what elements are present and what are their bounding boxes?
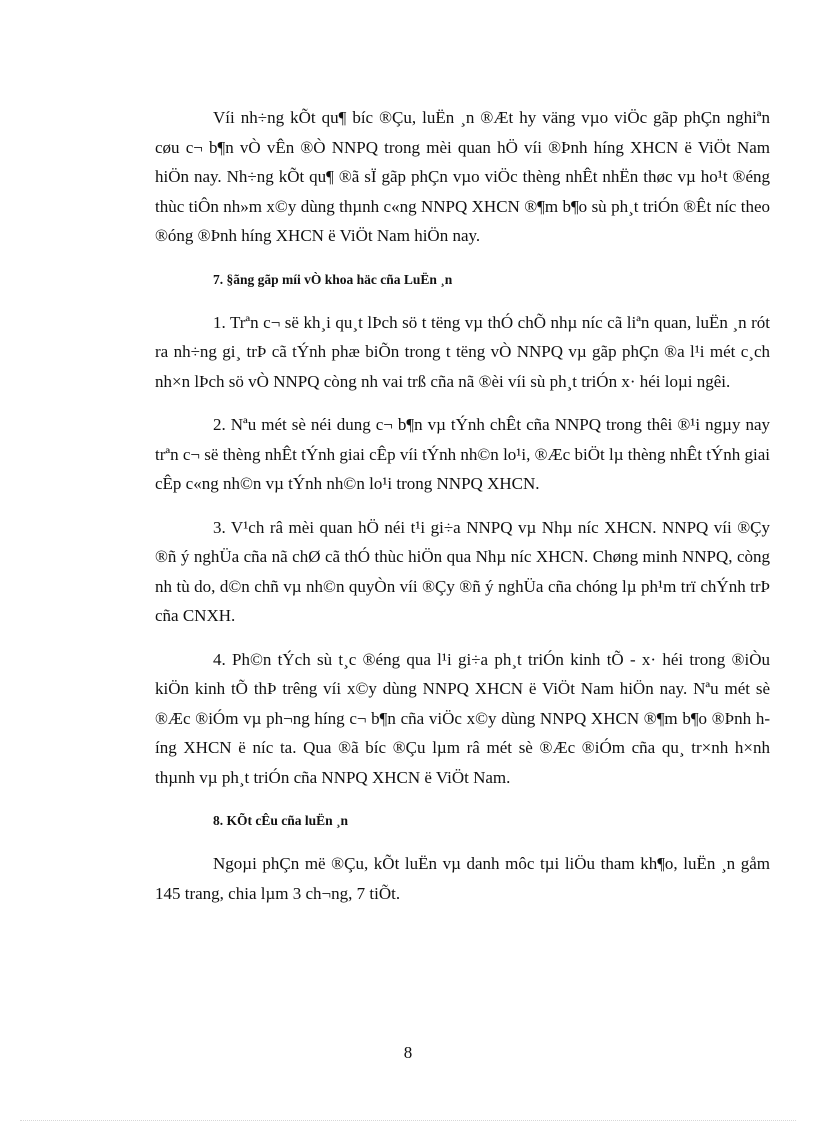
paragraph-contribution-1: 1. Trªn c¬ së kh¸i qu¸t lÞch sö t tëng vµ thÓ chÕ nhµ níc cã liªn quan, luËn ¸n rót ra nh÷ng gi¸ trÞ cã tÝnh phæ biÕn trong t tëng vÒ NNPQ vµ gãp phÇn ®a l¹i mét c¸ch nh×n lÞch sö vÒ NNPQ còng nh vai trß cña nã ®èi víi sù ph¸t triÓn x· héi loµi ngêi. [155,312,770,391]
paragraph-spacer [155,631,770,645]
page-number: 8 [403,1043,413,1062]
paragraph-spacer [155,396,770,410]
paragraph-structure: Ngoµi phÇn më ®Çu, kÕt luËn vµ danh môc tµi liÖu tham kh¶o, luËn ¸n gåm 145 trang, chia lµm 3 ch¬ng, 7 tiÕt. [155,854,770,903]
paragraph-contribution-4: 4. Ph©n tÝch sù t¸c ®éng qua l¹i gi÷a ph¸t triÓn kinh tÕ - x· héi trong ®iÒu kiÖn kinh tÕ thÞ trêng víi x©y dùng NNPQ XHCN ë ViÖt Nam hiÖn nay. Nªu mét sè ®Æc ®iÓm vµ ph¬ng híng c¬ b¶n cña viÖc x©y dùng NNPQ XHCN ®¶m b¶o ®Þnh híng XHCN ë níc ta. Qua ®ã bíc ®Çu lµm râ mét sè ®Æc ®iÓm cña qu¸ tr×nh h×nh thµnh vµ ph¸t triÓn cña NNPQ XHCN ë ViÖt Nam. [155,649,770,787]
section-heading-8: 8. KÕt cÊu cña luËn ¸n [213,813,349,828]
paragraph-contribution-3: 3. V¹ch râ mèi quan hÖ néi t¹i gi÷a NNPQ vµ Nhµ níc XHCN. NNPQ víi ®Çy ®ñ ý nghÜa cña nã chØ cã thÓ thùc hiÖn qua Nhµ níc XHCN. Chøng minh NNPQ, còng nh tù do, d©n chñ vµ nh©n quyÒn víi ®Çy ®ñ ý nghÜa cña chóng lµ ph¹m trï chÝnh trÞ cña CNXH. [155,517,770,625]
page-content [155,103,770,908]
paragraph-intro: Víi nh÷ng kÕt qu¶ bíc ®Çu, luËn ¸n ®Æt hy väng vµo viÖc gãp phÇn nghiªn cøu c¬ b¶n vÒ vÊn ®Ò NNPQ trong mèi quan hÖ víi ®Þnh híng XHCN ë ViÖt Nam hiÖn nay. Nh÷ng kÕt qu¶ ®ã sÏ gãp phÇn vµo viÖc thèng nhÊt nhËn thøc vµ ho¹t ®éng thùc tiÔn nh»m x©y dùng thµnh c«ng NNPQ XHCN ®¶m b¶o sù ph¸t triÓn ®Êt níc theo ®óng ®Þnh híng XHCN ë ViÖt Nam hiÖn nay. [155,108,770,245]
footer-divider [20,1120,796,1121]
paragraph-contribution-2: 2. Nªu mét sè néi dung c¬ b¶n vµ tÝnh chÊt cña NNPQ trong thêi ®¹i ngµy nay trªn c¬ së thèng nhÊt tÝnh giai cÊp víi tÝnh nh©n lo¹i, ®Æc biÖt lµ thèng nhÊt tÝnh giai cÊp c«ng nh©n vµ tÝnh nh©n lo¹i trong NNPQ XHCN. [155,415,770,493]
section-heading-7: 7. §ãng gãp míi vÒ khoa häc cña LuËn ¸n [213,271,453,287]
paragraph-spacer [155,499,770,513]
